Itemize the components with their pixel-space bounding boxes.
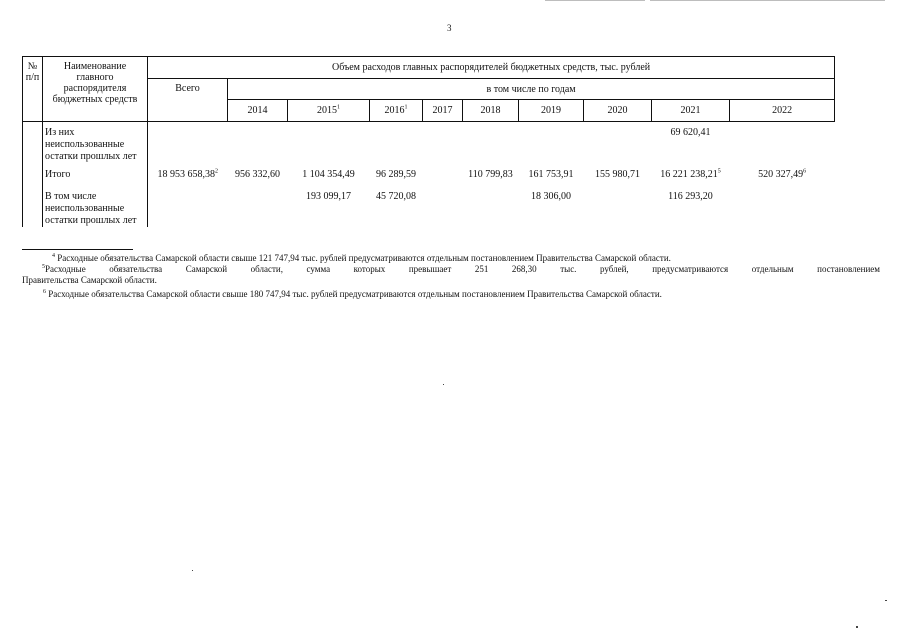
header-year-2019: 2019 (519, 100, 584, 122)
header-year-2015: 2015$^1$ (288, 100, 370, 122)
footnote-4: $^4$ Расходные обязательства Самарской области свыше 121 747,94 тыс. рублей предусматриваются отдельным постановлением Правительства Самарской области. (52, 253, 671, 263)
header-year-2016: 2016$^1$ (370, 100, 423, 122)
page-number: 3 (447, 23, 452, 33)
row-label: Итого (43, 163, 148, 191)
table-row (23, 163, 835, 191)
footnote-separator (22, 249, 133, 250)
scan-speck (885, 600, 887, 601)
header-year-2018: 2018 (463, 100, 519, 122)
header-name-col: Наименование главного распорядителя бюджетных средств (43, 57, 148, 122)
cell-2014: 956 332,60 (235, 169, 280, 180)
cell-2021: 116 293,20 (668, 191, 713, 202)
footnote-6: $^6$ Расходные обязательства Самарской области свыше 180 747,94 тыс. рублей предусматриваются отдельным постановлением Правительства Самарской области. (43, 289, 662, 299)
table-row (23, 127, 835, 163)
top-scan-rule (650, 0, 885, 1)
cell-2019: 161 753,91 (528, 169, 574, 180)
cell-total: 18 953 658,38$^2$ (148, 163, 228, 191)
cell-2020: 155 980,71 (595, 169, 640, 180)
scan-speck (192, 570, 193, 571)
cell-2019: 18 306,00 (531, 191, 571, 202)
header-year-2020: 2020 (584, 100, 652, 122)
scan-speck (856, 626, 858, 628)
top-scan-rule (545, 0, 645, 1)
header-year-2021: 2021 (652, 100, 730, 122)
cell-2015: 193 099,17 (306, 191, 351, 202)
cell-2015: 1 104 354,49 (302, 169, 355, 180)
cell-2022: 520 327,49$^6$ (758, 168, 807, 180)
table-row (23, 191, 835, 227)
header-years-group: в том числе по годам (228, 79, 835, 100)
cell-2021: 16 221 238,21$^5$ (660, 168, 721, 180)
header-num-col: № п/п (23, 57, 43, 122)
header-group-title: Объем расходов главных распорядителей бюджетных средств, тыс. рублей (148, 57, 835, 79)
row-label: В том числе неиспользованные остатки прошлых лет (43, 191, 148, 227)
footnote-5: $^5$Расходные обязательства Самарской области, сумма которых превышает 251 268,30 тыс. рублей, предусматриваются отдельным постановлением (42, 264, 880, 274)
row-label: Из них неиспользованные остатки прошлых лет (43, 127, 148, 163)
cell-2018: 110 799,83 (468, 169, 513, 180)
header-total-col: Всего (148, 79, 228, 122)
cell-2021: 69 620,41 (670, 127, 711, 138)
footnote-5-continuation: Правительства Самарской области. (22, 275, 157, 285)
cell-2016: 45 720,08 (376, 191, 416, 202)
cell-2016: 96 289,59 (376, 169, 416, 180)
budget-table (22, 56, 835, 227)
header-year-2022: 2022 (730, 100, 835, 122)
scan-speck (443, 384, 444, 385)
header-year-2017: 2017 (423, 100, 463, 122)
header-year-2014: 2014 (228, 100, 288, 122)
